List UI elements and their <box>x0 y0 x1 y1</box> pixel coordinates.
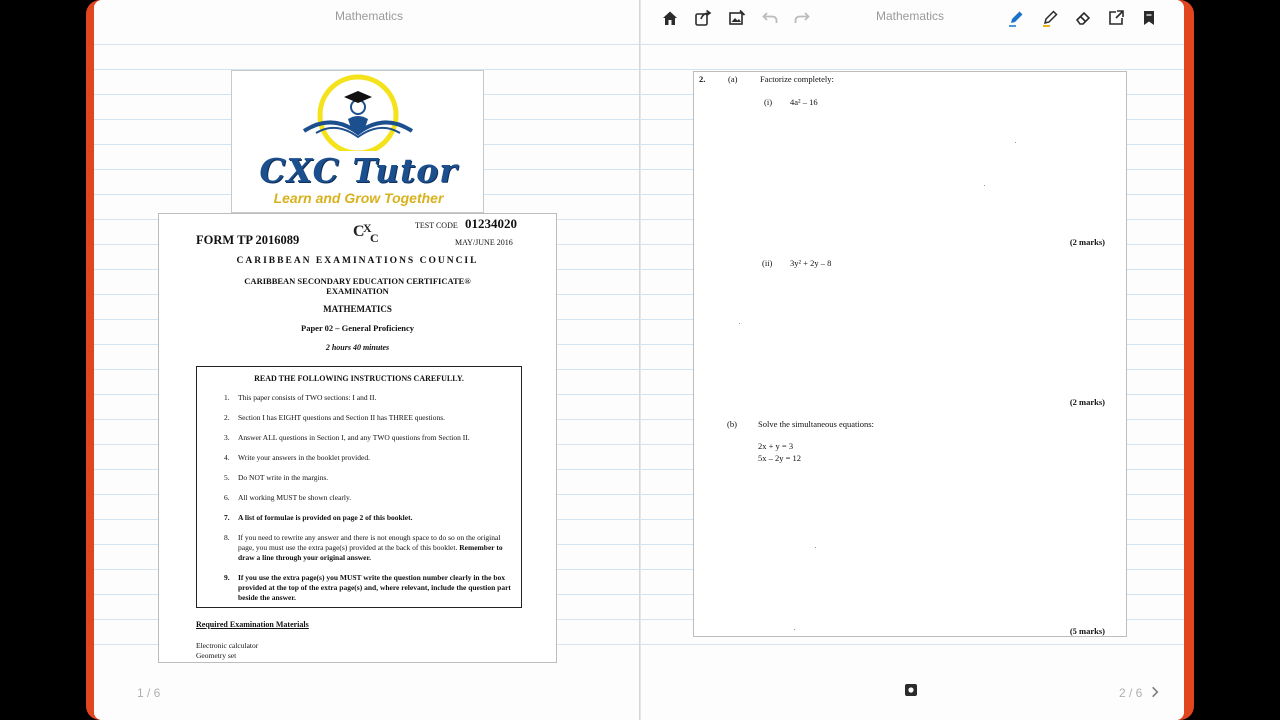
part-a-i-label: (i) <box>764 97 773 107</box>
redo-button[interactable] <box>792 8 812 28</box>
part-a-ii-label: (ii) <box>762 258 773 268</box>
certificate-line-2: EXAMINATION <box>326 286 389 296</box>
part-a-i-expression: 4a² – 16 <box>790 97 818 107</box>
export-icon <box>1107 9 1125 27</box>
scan-speck <box>1015 142 1016 143</box>
exam-session: MAY/JUNE 2016 <box>455 238 513 247</box>
eraser-icon <box>1074 9 1092 27</box>
equation-1: 2x + y = 3 <box>758 441 794 451</box>
share-icon <box>694 9 712 27</box>
undo-icon <box>761 9 779 27</box>
photo-edit-button[interactable] <box>727 8 747 28</box>
bookmark-button[interactable] <box>1139 8 1159 28</box>
left-page-footer <box>94 666 639 720</box>
redo-icon <box>793 9 811 27</box>
exam-subject: MATHEMATICS <box>323 304 392 314</box>
bookmark-icon <box>1140 9 1158 27</box>
pen-icon <box>1007 9 1025 27</box>
cxc-tutor-logo <box>231 70 484 213</box>
part-a-ii-marks: (2 marks) <box>1069 397 1105 407</box>
export-button[interactable] <box>1106 8 1126 28</box>
svg-text:C: C <box>370 231 379 245</box>
eraser-tool-button[interactable] <box>1073 8 1093 28</box>
home-icon <box>661 9 679 27</box>
exam-cover-page <box>158 213 557 663</box>
highlighter-tool-button[interactable] <box>1040 8 1060 28</box>
graduate-emblem-icon <box>232 71 485 151</box>
left-page-number: 1 / 6 <box>137 686 161 700</box>
svg-text:C: C <box>353 223 365 240</box>
test-code: 01234020 <box>465 216 517 231</box>
question-page <box>693 71 1127 637</box>
left-page-header <box>94 0 639 40</box>
material-item: Electronic calculator <box>196 641 259 650</box>
part-a-i-marks: (2 marks) <box>1069 237 1105 247</box>
paper-title: Paper 02 – General Proficiency <box>301 323 414 333</box>
home-button[interactable] <box>660 8 680 28</box>
photo-edit-icon <box>728 9 746 27</box>
instructions-heading: READ THE FOLLOWING INSTRUCTIONS CAREFULLY. <box>254 374 464 383</box>
next-page-button[interactable] <box>1148 682 1162 702</box>
test-code-label: TEST CODE <box>415 221 458 230</box>
instructions-box: READ THE FOLLOWING INSTRUCTIONS CAREFULLY. 1. This paper consists of TWO sections: I and II. 2. Section I has EIGHT questions and Section II has THREE questions. 3. Answer ALL questions in Section I, and any TWO questions from Section II. 4. Write your answers in the booklet provided. 5. Do NOT write in the margins. 6. All working MUST be shown clearly. 7. A list of formulae is provided on page 2 of this booklet. 8. If you need to rewrite any answer and there is not enough space to do so on the original page, you must use the extra page(s) provided at the back of this booklet. Remember to draw a line through your original answer. 9. If you use the extra page(s) you MUST write the question number clearly in the box provided at the top of the extra page(s) and, where relevant, include the question part beside the answer. <box>196 366 522 608</box>
pen-tool-button[interactable] <box>1006 8 1026 28</box>
share-button[interactable] <box>693 8 713 28</box>
part-b-text: Solve the simultaneous equations: <box>758 419 874 429</box>
materials-heading: Required Examination Materials <box>196 620 309 629</box>
right-page-footer <box>641 666 1184 720</box>
left-page <box>94 0 639 720</box>
left-page-title: Mathematics <box>335 9 404 23</box>
question-number: 2. <box>699 74 706 84</box>
right-page <box>641 0 1184 720</box>
scan-speck <box>815 547 816 548</box>
page-overview-button[interactable] <box>901 680 921 700</box>
undo-button[interactable] <box>760 8 780 28</box>
right-page-title: Mathematics <box>876 9 945 23</box>
part-a-label: (a) <box>728 74 738 84</box>
part-b-marks: (5 marks) <box>1069 626 1105 636</box>
cxc-seal-icon <box>351 218 387 246</box>
right-page-header <box>641 0 1184 40</box>
certificate-line-1: CARIBBEAN SECONDARY EDUCATION CERTIFICATE® <box>244 276 471 286</box>
equation-2: 5x – 2y = 12 <box>758 453 802 463</box>
highlighter-icon <box>1041 9 1059 27</box>
council-name: CARIBBEAN EXAMINATIONS COUNCIL <box>236 256 479 266</box>
record-icon <box>902 681 920 699</box>
exam-duration: 2 hours 40 minutes <box>325 343 390 352</box>
logo-tagline: Learn and Grow Together <box>273 190 444 206</box>
material-item: Geometry set <box>196 651 237 660</box>
form-code: FORM TP 2016089 <box>196 233 300 247</box>
chevron-right-icon <box>1148 683 1162 701</box>
part-b-label: (b) <box>727 419 737 429</box>
scan-speck <box>794 629 795 630</box>
part-a-text: Factorize completely: <box>760 74 834 84</box>
logo-wordmark: CXC Tutor <box>259 151 458 190</box>
svg-text:X: X <box>363 221 372 235</box>
part-a-ii-expression: 3y² + 2y – 8 <box>790 258 832 268</box>
right-page-number: 2 / 6 <box>1119 686 1143 700</box>
scan-speck <box>984 185 985 186</box>
scan-speck <box>739 323 740 324</box>
